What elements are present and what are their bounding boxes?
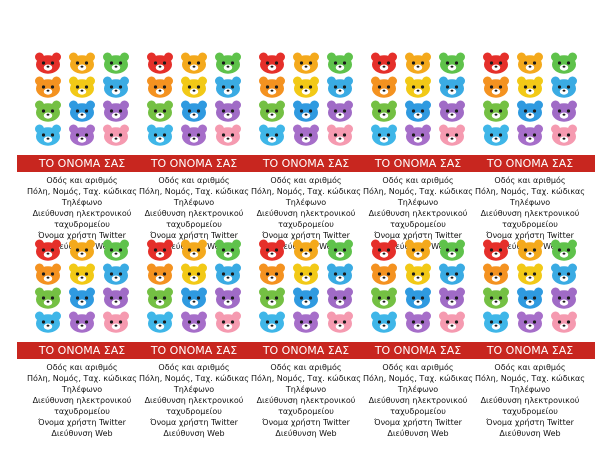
bear-face-icon — [68, 239, 96, 261]
label-name: ΤΟ ΟΝΟΜΑ ΣΑΣ — [374, 344, 462, 357]
bear-face-icon — [516, 124, 544, 146]
twitter-line: Όνομα χρήστη Twitter — [150, 418, 238, 427]
bear-face-icon — [482, 287, 510, 309]
bear-face-icon — [438, 239, 466, 261]
address-label-r1-c2[interactable] — [139, 52, 249, 252]
bear-face-icon — [326, 239, 354, 261]
bear-face-icon — [258, 311, 286, 333]
bear-face-icon — [370, 287, 398, 309]
twitter-line: Όνομα χρήστη Twitter — [38, 231, 126, 240]
bear-face-icon — [326, 52, 354, 74]
address-label-r1-c5[interactable] — [475, 52, 585, 252]
city-line: Πόλη, Νομός, Ταχ. κώδικας — [362, 187, 473, 196]
bear-face-icon — [292, 287, 320, 309]
bear-face-icon — [370, 100, 398, 122]
address-label-r1-c3[interactable] — [251, 52, 361, 252]
phone-line: Τηλέφωνο — [285, 385, 327, 394]
phone-line: Τηλέφωνο — [397, 198, 439, 207]
bear-face-icon — [102, 263, 130, 285]
bear-face-icon — [482, 263, 510, 285]
bear-face-icon — [550, 287, 578, 309]
email-line-2: ταχυδρομείου — [390, 220, 446, 229]
bear-face-icon — [516, 76, 544, 98]
email-line-2: ταχυδρομείου — [166, 407, 222, 416]
bear-face-icon — [404, 287, 432, 309]
bear-face-icon — [550, 239, 578, 261]
bear-face-icon — [102, 124, 130, 146]
city-line: Πόλη, Νομός, Ταχ. κώδικας — [474, 374, 585, 383]
bear-face-icon — [404, 76, 432, 98]
label-name: ΤΟ ΟΝΟΜΑ ΣΑΣ — [486, 157, 574, 170]
bear-face-icon — [146, 100, 174, 122]
bear-face-icon — [180, 100, 208, 122]
web-line: Διεύθυνση Web — [387, 429, 449, 438]
bear-sticker-grid — [146, 52, 242, 146]
address-block — [246, 362, 366, 439]
bear-face-icon — [146, 76, 174, 98]
address-label-r2-c2[interactable] — [139, 239, 249, 439]
bear-face-icon — [180, 76, 208, 98]
email-line-1: Διεύθυνση ηλεκτρονικού — [368, 209, 468, 218]
bear-face-icon — [438, 287, 466, 309]
label-name: ΤΟ ΟΝΟΜΑ ΣΑΣ — [262, 344, 350, 357]
street-line: Οδός και αριθμός — [494, 363, 566, 372]
phone-line: Τηλέφωνο — [509, 385, 551, 394]
label-name: ΤΟ ΟΝΟΜΑ ΣΑΣ — [150, 344, 238, 357]
bear-face-icon — [258, 263, 286, 285]
bear-face-icon — [68, 100, 96, 122]
bear-face-icon — [102, 239, 130, 261]
email-line-1: Διεύθυνση ηλεκτρονικού — [368, 396, 468, 405]
bear-face-icon — [34, 52, 62, 74]
bear-face-icon — [326, 124, 354, 146]
city-line: Πόλη, Νομός, Ταχ. κώδικας — [26, 374, 137, 383]
bear-face-icon — [34, 287, 62, 309]
bear-sticker-grid — [34, 239, 130, 333]
address-block — [358, 362, 478, 439]
bear-face-icon — [146, 311, 174, 333]
email-line-2: ταχυδρομείου — [502, 220, 558, 229]
bear-face-icon — [214, 124, 242, 146]
bear-sticker-grid — [34, 52, 130, 146]
email-line-1: Διεύθυνση ηλεκτρονικού — [256, 396, 356, 405]
bear-face-icon — [404, 124, 432, 146]
address-block — [22, 362, 142, 439]
bear-sticker-grid — [258, 52, 354, 146]
bear-face-icon — [258, 52, 286, 74]
bear-face-icon — [214, 287, 242, 309]
bear-face-icon — [180, 263, 208, 285]
bear-face-icon — [482, 239, 510, 261]
address-label-r2-c4[interactable] — [363, 239, 473, 439]
bear-sticker-grid — [482, 52, 578, 146]
bear-face-icon — [370, 311, 398, 333]
phone-line: Τηλέφωνο — [61, 385, 103, 394]
street-line: Οδός και αριθμός — [382, 363, 454, 372]
bear-face-icon — [326, 287, 354, 309]
twitter-line: Όνομα χρήστη Twitter — [262, 418, 350, 427]
phone-line: Τηλέφωνο — [173, 385, 215, 394]
bear-face-icon — [102, 100, 130, 122]
bear-sticker-grid — [370, 239, 466, 333]
email-line-2: ταχυδρομείου — [166, 220, 222, 229]
bear-face-icon — [180, 311, 208, 333]
bear-face-icon — [102, 52, 130, 74]
label-name: ΤΟ ΟΝΟΜΑ ΣΑΣ — [486, 344, 574, 357]
bear-face-icon — [292, 311, 320, 333]
twitter-line: Όνομα χρήστη Twitter — [38, 418, 126, 427]
label-name: ΤΟ ΟΝΟΜΑ ΣΑΣ — [38, 157, 126, 170]
bear-sticker-grid — [258, 239, 354, 333]
bear-face-icon — [214, 239, 242, 261]
label-name: ΤΟ ΟΝΟΜΑ ΣΑΣ — [374, 157, 462, 170]
city-line: Πόλη, Νομός, Ταχ. κώδικας — [138, 374, 249, 383]
bear-face-icon — [68, 124, 96, 146]
city-line: Πόλη, Νομός, Ταχ. κώδικας — [250, 187, 361, 196]
phone-line: Τηλέφωνο — [61, 198, 103, 207]
bear-face-icon — [438, 100, 466, 122]
bear-face-icon — [68, 76, 96, 98]
bear-face-icon — [292, 263, 320, 285]
address-label-r1-c4[interactable] — [363, 52, 473, 252]
bear-face-icon — [34, 100, 62, 122]
bear-face-icon — [516, 52, 544, 74]
bear-face-icon — [292, 52, 320, 74]
bear-face-icon — [326, 311, 354, 333]
bear-face-icon — [214, 100, 242, 122]
address-block — [134, 362, 254, 439]
email-line-2: ταχυδρομείου — [278, 220, 334, 229]
email-line-2: ταχυδρομείου — [278, 407, 334, 416]
bear-face-icon — [68, 287, 96, 309]
bear-face-icon — [68, 263, 96, 285]
bear-face-icon — [258, 124, 286, 146]
web-line: Διεύθυνση Web — [275, 429, 337, 438]
bear-face-icon — [370, 124, 398, 146]
street-line: Οδός και αριθμός — [494, 176, 566, 185]
bear-face-icon — [292, 100, 320, 122]
bear-face-icon — [34, 263, 62, 285]
bear-face-icon — [292, 239, 320, 261]
bear-face-icon — [482, 311, 510, 333]
bear-face-icon — [68, 311, 96, 333]
bear-sticker-grid — [482, 239, 578, 333]
bear-face-icon — [34, 76, 62, 98]
twitter-line: Όνομα χρήστη Twitter — [374, 418, 462, 427]
bear-face-icon — [34, 124, 62, 146]
bear-face-icon — [550, 52, 578, 74]
bear-face-icon — [370, 239, 398, 261]
bear-face-icon — [34, 239, 62, 261]
bear-face-icon — [292, 124, 320, 146]
bear-face-icon — [326, 263, 354, 285]
bear-face-icon — [180, 124, 208, 146]
bear-face-icon — [258, 100, 286, 122]
bear-face-icon — [370, 52, 398, 74]
bear-face-icon — [214, 52, 242, 74]
bear-face-icon — [146, 124, 174, 146]
bear-face-icon — [404, 263, 432, 285]
bear-face-icon — [550, 124, 578, 146]
label-name: ΤΟ ΟΝΟΜΑ ΣΑΣ — [262, 157, 350, 170]
bear-face-icon — [102, 76, 130, 98]
bear-face-icon — [404, 52, 432, 74]
phone-line: Τηλέφωνο — [173, 198, 215, 207]
bear-face-icon — [146, 263, 174, 285]
email-line-1: Διεύθυνση ηλεκτρονικού — [144, 396, 244, 405]
street-line: Οδός και αριθμός — [270, 363, 342, 372]
bear-face-icon — [438, 52, 466, 74]
bear-face-icon — [370, 263, 398, 285]
email-line-2: ταχυδρομείου — [54, 407, 110, 416]
email-line-1: Διεύθυνση ηλεκτρονικού — [32, 209, 132, 218]
bear-face-icon — [438, 311, 466, 333]
bear-face-icon — [404, 239, 432, 261]
street-line: Οδός και αριθμός — [270, 176, 342, 185]
city-line: Πόλη, Νομός, Ταχ. κώδικας — [362, 374, 473, 383]
web-line: Διεύθυνση Web — [163, 429, 225, 438]
bear-face-icon — [180, 287, 208, 309]
web-line: Διεύθυνση Web — [499, 429, 561, 438]
bear-face-icon — [326, 100, 354, 122]
city-line: Πόλη, Νομός, Ταχ. κώδικας — [138, 187, 249, 196]
address-label-r1-c1[interactable] — [27, 52, 137, 252]
bear-sticker-grid — [370, 52, 466, 146]
bear-face-icon — [214, 263, 242, 285]
twitter-line: Όνομα χρήστη Twitter — [262, 231, 350, 240]
email-line-2: ταχυδρομείου — [390, 407, 446, 416]
bear-face-icon — [438, 76, 466, 98]
bear-face-icon — [404, 100, 432, 122]
bear-face-icon — [292, 76, 320, 98]
bear-sticker-grid — [146, 239, 242, 333]
bear-face-icon — [102, 287, 130, 309]
label-name: ΤΟ ΟΝΟΜΑ ΣΑΣ — [150, 157, 238, 170]
bear-face-icon — [146, 239, 174, 261]
address-label-r2-c1[interactable] — [27, 239, 137, 439]
bear-face-icon — [550, 100, 578, 122]
label-name: ΤΟ ΟΝΟΜΑ ΣΑΣ — [38, 344, 126, 357]
bear-face-icon — [516, 100, 544, 122]
city-line: Πόλη, Νομός, Ταχ. κώδικας — [250, 374, 361, 383]
address-label-r2-c3[interactable] — [251, 239, 361, 439]
bear-face-icon — [146, 52, 174, 74]
bear-face-icon — [258, 287, 286, 309]
bear-face-icon — [482, 52, 510, 74]
street-line: Οδός και αριθμός — [46, 363, 118, 372]
street-line: Οδός και αριθμός — [382, 176, 454, 185]
bear-face-icon — [438, 124, 466, 146]
bear-face-icon — [68, 52, 96, 74]
bear-face-icon — [516, 287, 544, 309]
bear-face-icon — [438, 263, 466, 285]
bear-face-icon — [550, 263, 578, 285]
address-label-r2-c5[interactable] — [475, 239, 585, 439]
bear-face-icon — [550, 311, 578, 333]
twitter-line: Όνομα χρήστη Twitter — [374, 231, 462, 240]
twitter-line: Όνομα χρήστη Twitter — [150, 231, 238, 240]
bear-face-icon — [258, 239, 286, 261]
bear-face-icon — [34, 311, 62, 333]
email-line-1: Διεύθυνση ηλεκτρονικού — [480, 396, 580, 405]
address-block — [470, 362, 590, 439]
bear-face-icon — [516, 263, 544, 285]
street-line: Οδός και αριθμός — [158, 176, 230, 185]
email-line-1: Διεύθυνση ηλεκτρονικού — [480, 209, 580, 218]
bear-face-icon — [146, 287, 174, 309]
bear-face-icon — [482, 100, 510, 122]
email-line-2: ταχυδρομείου — [502, 407, 558, 416]
city-line: Πόλη, Νομός, Ταχ. κώδικας — [474, 187, 585, 196]
phone-line: Τηλέφωνο — [285, 198, 327, 207]
web-line: Διεύθυνση Web — [51, 429, 113, 438]
city-line: Πόλη, Νομός, Ταχ. κώδικας — [26, 187, 137, 196]
email-line-1: Διεύθυνση ηλεκτρονικού — [144, 209, 244, 218]
email-line-2: ταχυδρομείου — [54, 220, 110, 229]
email-line-1: Διεύθυνση ηλεκτρονικού — [256, 209, 356, 218]
twitter-line: Όνομα χρήστη Twitter — [486, 418, 574, 427]
twitter-line: Όνομα χρήστη Twitter — [486, 231, 574, 240]
email-line-1: Διεύθυνση ηλεκτρονικού — [32, 396, 132, 405]
bear-face-icon — [102, 311, 130, 333]
bear-face-icon — [370, 76, 398, 98]
street-line: Οδός και αριθμός — [46, 176, 118, 185]
bear-face-icon — [482, 124, 510, 146]
street-line: Οδός και αριθμός — [158, 363, 230, 372]
bear-face-icon — [258, 76, 286, 98]
bear-face-icon — [482, 76, 510, 98]
bear-face-icon — [326, 76, 354, 98]
bear-face-icon — [516, 239, 544, 261]
bear-face-icon — [180, 239, 208, 261]
bear-face-icon — [404, 311, 432, 333]
bear-face-icon — [214, 311, 242, 333]
bear-face-icon — [550, 76, 578, 98]
phone-line: Τηλέφωνο — [509, 198, 551, 207]
bear-face-icon — [214, 76, 242, 98]
phone-line: Τηλέφωνο — [397, 385, 439, 394]
bear-face-icon — [516, 311, 544, 333]
bear-face-icon — [180, 52, 208, 74]
